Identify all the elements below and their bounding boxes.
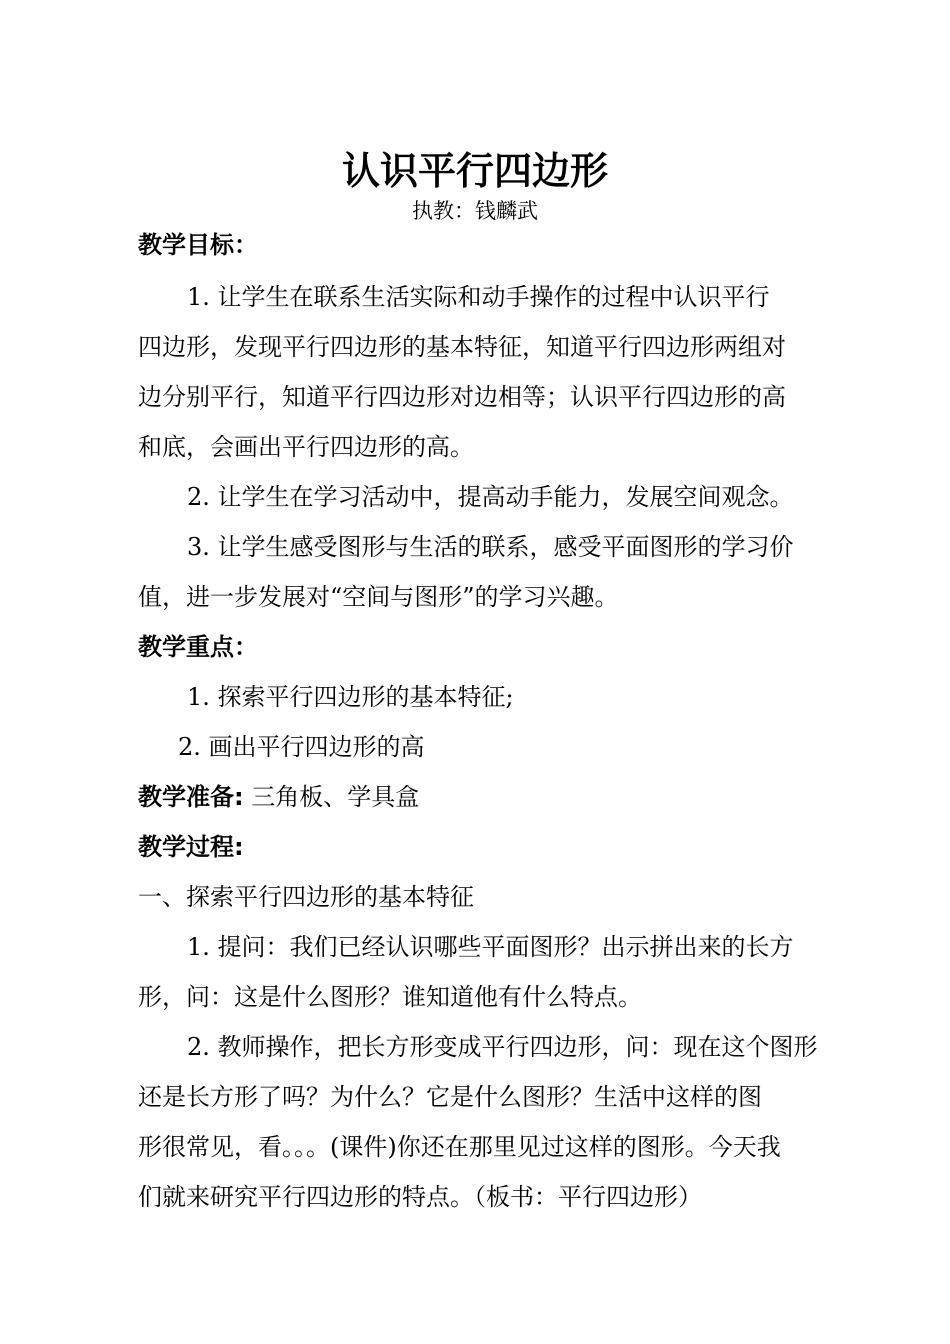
key-point-line: 1. 探索平行四边形的基本特征; (187, 683, 514, 711)
objective-line: 2. 让学生在学习活动中，提高动手能力，发展空间观念。 (187, 483, 794, 511)
process-line: 还是长方形了吗？为什么？它是什么图形？生活中这样的图 (138, 1083, 762, 1111)
section-one-title: 一、探索平行四边形的基本特征 (138, 883, 474, 911)
objective-line: 1. 让学生在联系生活实际和动手操作的过程中认识平行 (187, 283, 770, 311)
preparation-text: 三角板、学具盒 (251, 783, 420, 811)
process-line: 形很常见，看。。。(课件)你还在那里见过这样的图形。今天我 (138, 1133, 781, 1161)
objectives-heading: 教学目标： (138, 231, 258, 259)
key-point-line: 2. 画出平行四边形的高 (178, 733, 425, 761)
preparation-heading: 教学准备: (138, 783, 244, 811)
process-line: 2. 教师操作，把长方形变成平行四边形，问：现在这个图形 (187, 1033, 818, 1061)
objective-line: 边分别平行，知道平行四边形对边相等；认识平行四边形的高 (138, 383, 786, 411)
objective-line: 值，进一步发展对“空间与图形”的学习兴趣。 (138, 583, 619, 611)
process-heading: 教学过程: (138, 833, 244, 861)
author-line: 执教：钱麟武 (412, 199, 538, 223)
document-title: 认识平行四边形 (341, 148, 608, 193)
objective-line: 和底，会画出平行四边形的高。 (138, 433, 474, 461)
objective-line: 四边形，发现平行四边形的基本特征，知道平行四边形两组对 (138, 333, 786, 361)
key-points-heading: 教学重点： (138, 633, 258, 661)
preparation-line (138, 780, 828, 814)
process-line: 形，问：这是什么图形？谁知道他有什么特点。 (138, 983, 642, 1011)
objective-line: 3. 让学生感受图形与生活的联系，感受平面图形的学习价 (187, 533, 794, 561)
process-line: 1. 提问：我们已经认识哪些平面图形？出示拼出来的长方 (187, 933, 794, 961)
process-line: 们就来研究平行四边形的特点。（板书：平行四边形） (138, 1183, 702, 1211)
